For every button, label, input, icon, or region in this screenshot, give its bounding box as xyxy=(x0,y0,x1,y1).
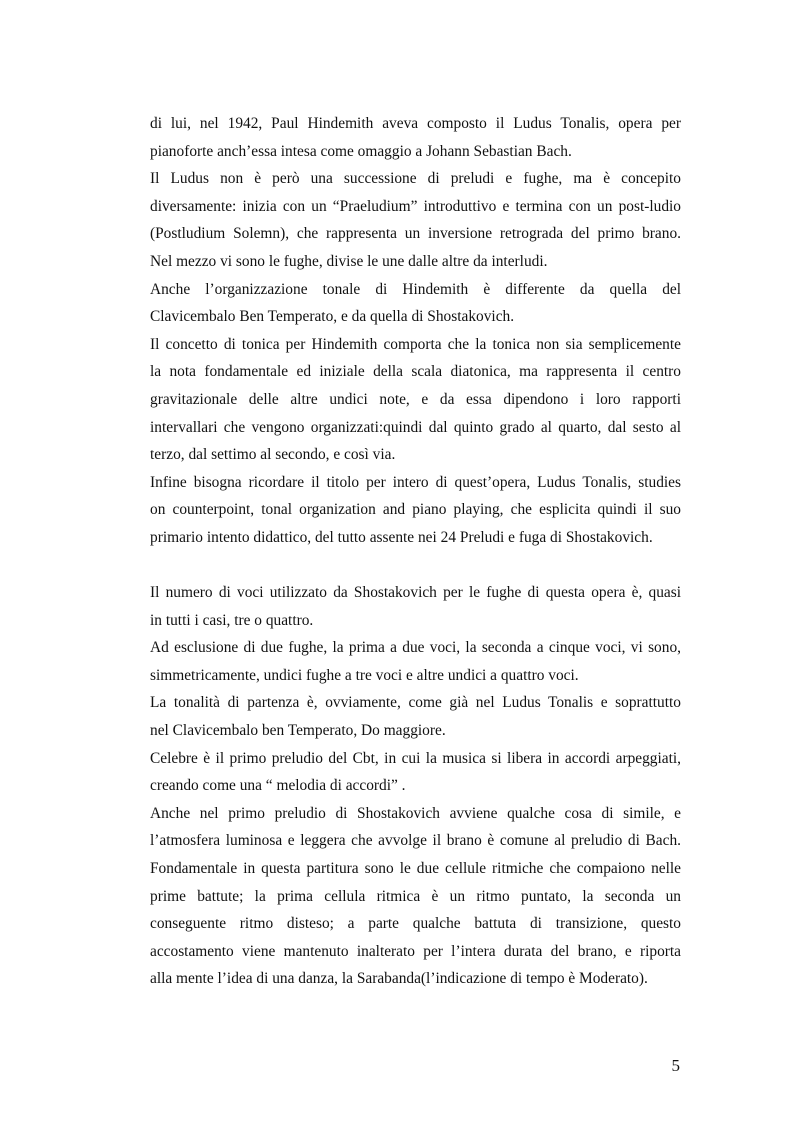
text-line: La tonalità di partenza è, ovviamente, come già nel Ludus Tonalis e soprattutto xyxy=(150,694,681,712)
text-line: (Postludium Solemn), che rappresenta un inversione retrograda del primo brano. xyxy=(150,225,681,243)
page-number: 5 xyxy=(671,1056,680,1075)
text-line: terzo, dal settimo al secondo, e così via. xyxy=(150,446,396,464)
text-line: diversamente: inizia con un “Praeludium” introduttivo e termina con un post-ludio xyxy=(150,197,681,215)
paragraph-spacer xyxy=(150,552,681,580)
paragraph-starting-key xyxy=(150,689,681,744)
text-line: gravitazionale delle altre undici note, e da essa dipendono i loro rapporti xyxy=(150,390,681,408)
paragraph-tonic-concept xyxy=(150,331,681,469)
text-line: pianoforte anch’essa intesa come omaggio a Johann Sebastian Bach. xyxy=(150,142,572,160)
text-line: conseguente ritmo disteso; a parte qualche battuta di transizione, questo xyxy=(150,915,681,933)
text-line: Clavicembalo Ben Temperato, e da quella di Shostakovich. xyxy=(150,308,515,326)
text-line: creando come una “ melodia di accordi” . xyxy=(150,777,406,795)
paragraph-fugue-exceptions xyxy=(150,634,681,689)
paragraph-full-title xyxy=(150,469,681,552)
text-line: Il concetto di tonica per Hindemith comporta che la tonica non sia semplicemente xyxy=(150,335,681,353)
text-line: Anche nel primo preludio di Shostakovich avviene qualche cosa di simile, e xyxy=(150,804,681,822)
text-line: accostamento viene mantenuto inalterato per l’intera durata del brano, e riporta xyxy=(150,942,681,960)
text-line: on counterpoint, tonal organization and piano playing, che esplicita quindi il suo xyxy=(150,501,681,519)
paragraph-hindemith-ludus xyxy=(150,110,681,165)
text-line: Nel mezzo vi sono le fughe, divise le une dalle altre da interludi. xyxy=(150,252,548,270)
text-line: Fondamentale in questa partitura sono le due cellule ritmiche che compaiono nelle xyxy=(150,860,681,878)
text-line: Celebre è il primo preludio del Cbt, in cui la musica si libera in accordi arpeggiati, xyxy=(150,749,681,767)
text-line: intervallari che vengono organizzati:quindi dal quinto grado al quarto, dal sesto al xyxy=(150,418,681,436)
text-line: Il numero di voci utilizzato da Shostakovich per le fughe di questa opera è, quasi xyxy=(150,584,681,602)
page-body xyxy=(150,110,681,993)
paragraph-tonal-organization xyxy=(150,276,681,331)
text-line: Ad esclusione di due fughe, la prima a due voci, la seconda a cinque voci, vi sono, xyxy=(150,639,681,657)
text-line: Il Ludus non è però una successione di preludi e fughe, ma è concepito xyxy=(150,170,681,188)
text-line: in tutti i casi, tre o quattro. xyxy=(150,611,314,629)
text-line: l’atmosfera luminosa e leggera che avvolge il brano è comune al preludio di Bach. xyxy=(150,832,681,850)
text-line: nel Clavicembalo ben Temperato, Do maggiore. xyxy=(150,722,446,740)
paragraph-cbt-prelude xyxy=(150,745,681,800)
text-line: simmetricamente, undici fughe a tre voci e altre undici a quattro voci. xyxy=(150,666,579,684)
paragraph-voices-count xyxy=(150,579,681,634)
text-line: la nota fondamentale ed iniziale della scala diatonica, ma rappresenta il centro xyxy=(150,363,681,381)
text-line: primario intento didattico, del tutto assente nei 24 Preludi e fuga di Shostakovich. xyxy=(150,528,653,546)
text-line: prime battute; la prima cellula ritmica è un ritmo puntato, la seconda un xyxy=(150,887,681,905)
paragraph-ludus-structure xyxy=(150,165,681,275)
paragraph-shostakovich-prelude xyxy=(150,800,681,993)
text-line: Anche l’organizzazione tonale di Hindemith è differente da quella del xyxy=(150,280,681,298)
text-line: Infine bisogna ricordare il titolo per intero di quest’opera, Ludus Tonalis, studies xyxy=(150,473,681,491)
text-line: di lui, nel 1942, Paul Hindemith aveva composto il Ludus Tonalis, opera per xyxy=(150,115,681,132)
text-line: alla mente l’idea di una danza, la Sarabanda(l’indicazione di tempo è Moderato). xyxy=(150,970,648,988)
